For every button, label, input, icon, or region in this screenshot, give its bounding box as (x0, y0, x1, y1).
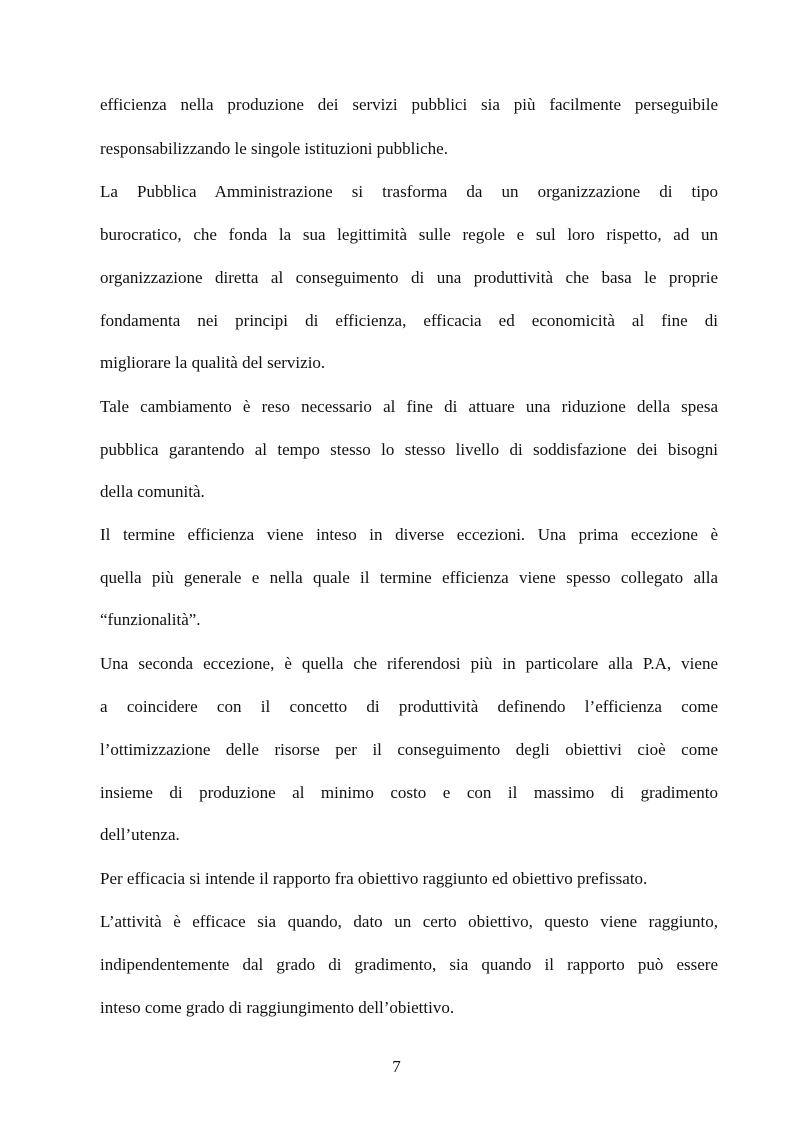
text-line-5: organizzazione diretta al conseguimento di una produttività che basa le proprie (100, 268, 718, 287)
text-line-10: della comunità. (100, 482, 205, 501)
text-line-18: dell’utenza. (100, 825, 180, 844)
text-line-21: indipendentemente dal grado di gradimento, sia quando il rapporto può essere (100, 955, 718, 974)
text-line-9: pubblica garantendo al tempo stesso lo stesso livello di soddisfazione dei bisogni (100, 440, 718, 459)
text-line-22: inteso come grado di raggiungimento dell’obiettivo. (100, 998, 455, 1017)
text-line-1: efficienza nella produzione dei servizi pubblici sia più facilmente perseguibile (100, 95, 718, 114)
text-line-12: quella più generale e nella quale il termine efficienza viene spesso collegato alla (100, 568, 718, 587)
text-line-14: Una seconda eccezione, è quella che riferendosi più in particolare alla P.A, viene (100, 654, 718, 673)
text-line-4: burocratico, che fonda la sua legittimità sulle regole e sul loro rispetto, ad un (100, 225, 718, 244)
text-line-6: fondamenta nei principi di efficienza, efficacia ed economicità al fine di (100, 311, 718, 330)
text-line-7: migliorare la qualità del servizio. (100, 353, 326, 372)
text-line-19: Per efficacia si intende il rapporto fra obiettivo raggiunto ed obiettivo prefissato. (100, 869, 648, 888)
text-line-17: insieme di produzione al minimo costo e con il massimo di gradimento (100, 783, 718, 802)
text-line-16: l’ottimizzazione delle risorse per il conseguimento degli obiettivi cioè come (100, 740, 718, 759)
text-line-2: responsabilizzando le singole istituzioni pubbliche. (100, 139, 448, 158)
text-line-3: La Pubblica Amministrazione si trasforma da un organizzazione di tipo (100, 182, 718, 201)
page-number: 7 (392, 1057, 401, 1076)
text-line-8: Tale cambiamento è reso necessario al fine di attuare una riduzione della spesa (100, 397, 718, 416)
text-line-20: L’attività è efficace sia quando, dato un certo obiettivo, questo viene raggiunto, (100, 912, 718, 931)
text-line-15: a coincidere con il concetto di produttività definendo l’efficienza come (100, 697, 718, 716)
text-line-11: Il termine efficienza viene inteso in diverse eccezioni. Una prima eccezione è (100, 525, 718, 544)
text-line-13: “funzionalità”. (100, 610, 201, 629)
